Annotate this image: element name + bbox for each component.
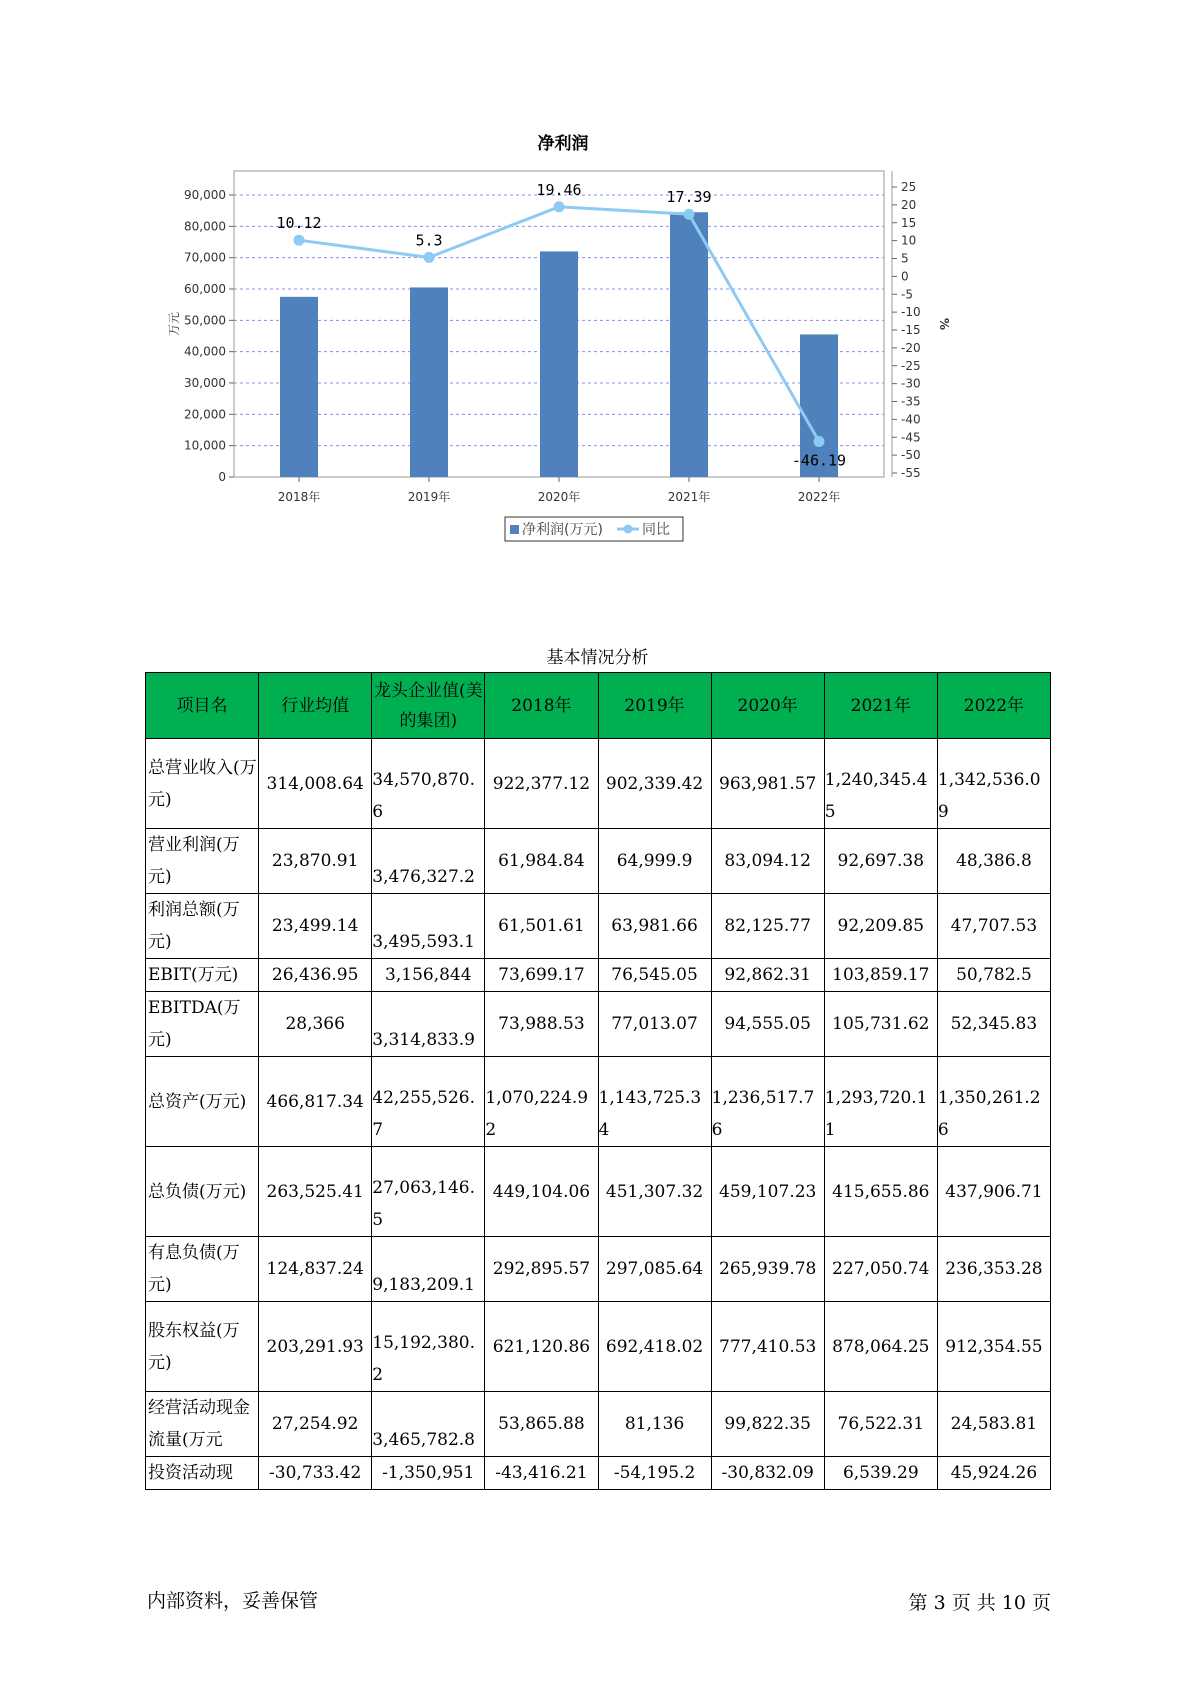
table-cell: 94,555.05 bbox=[711, 992, 824, 1057]
table-cell: 52,345.83 bbox=[937, 992, 1050, 1057]
table-cell: 236,353.28 bbox=[937, 1237, 1050, 1302]
table-cell: 227,050.74 bbox=[824, 1237, 937, 1302]
table-cell: 1,240,345.45 bbox=[824, 739, 937, 829]
table-cell: 3,476,327.2 bbox=[372, 829, 485, 894]
table-cell: 103,859.17 bbox=[824, 959, 937, 992]
yoy-data-label: 19.46 bbox=[536, 180, 582, 199]
table-cell: 1,236,517.76 bbox=[711, 1057, 824, 1147]
table-cell: 3,495,593.1 bbox=[372, 894, 485, 959]
table-row bbox=[146, 1302, 1051, 1392]
table-cell: 912,354.55 bbox=[937, 1302, 1050, 1392]
table-cell: 1,293,720.11 bbox=[824, 1057, 937, 1147]
table-title: 基本情况分析 bbox=[546, 648, 649, 668]
right-tick-label: -15 bbox=[901, 323, 921, 337]
table-cell: 1,350,261.26 bbox=[937, 1057, 1050, 1147]
table-cell: 24,583.81 bbox=[937, 1392, 1050, 1457]
left-tick-label: 80,000 bbox=[184, 219, 226, 234]
table-cell: 34,570,870.6 bbox=[372, 739, 485, 829]
table-cell: 28,366 bbox=[259, 992, 372, 1057]
yoy-point bbox=[424, 252, 435, 263]
table-cell: 92,209.85 bbox=[824, 894, 937, 959]
table-cell: 26,436.95 bbox=[259, 959, 372, 992]
right-tick-label: -45 bbox=[901, 430, 921, 445]
table-cell: 15,192,380.2 bbox=[372, 1302, 485, 1392]
yoy-point bbox=[814, 436, 825, 447]
table-header-row bbox=[146, 673, 1051, 739]
footer-page-number: 第 3 页 共 10 页 bbox=[908, 1592, 1051, 1614]
header-leader-value: 龙头企业值(美的集团) bbox=[372, 673, 485, 739]
left-tick-label: 40,000 bbox=[184, 344, 226, 359]
header-2020: 2020年 bbox=[711, 673, 824, 739]
row-label: 有息负债(万元) bbox=[146, 1237, 259, 1302]
table-cell: 61,501.61 bbox=[485, 894, 598, 959]
legend-line-marker bbox=[624, 525, 633, 534]
row-label: 股东权益(万元) bbox=[146, 1302, 259, 1392]
table-cell: 105,731.62 bbox=[824, 992, 937, 1057]
table-cell: 124,837.24 bbox=[259, 1237, 372, 1302]
table-cell: 621,120.86 bbox=[485, 1302, 598, 1392]
row-label: EBITDA(万元) bbox=[146, 992, 259, 1057]
table-cell: 451,307.32 bbox=[598, 1147, 711, 1237]
table-cell: 27,254.92 bbox=[259, 1392, 372, 1457]
table-row bbox=[146, 894, 1051, 959]
table-cell: 9,183,209.1 bbox=[372, 1237, 485, 1302]
row-label: 利润总额(万元) bbox=[146, 894, 259, 959]
table-row bbox=[146, 1057, 1051, 1147]
table-cell: 297,085.64 bbox=[598, 1237, 711, 1302]
table-row bbox=[146, 1147, 1051, 1237]
header-2018: 2018年 bbox=[485, 673, 598, 739]
table-cell: 76,545.05 bbox=[598, 959, 711, 992]
table-row bbox=[146, 1392, 1051, 1457]
table-cell: 263,525.41 bbox=[259, 1147, 372, 1237]
net-profit-chart bbox=[167, 134, 970, 595]
table-cell: 265,939.78 bbox=[711, 1237, 824, 1302]
table-row bbox=[146, 739, 1051, 829]
table-cell: 415,655.86 bbox=[824, 1147, 937, 1237]
yoy-data-label: 10.12 bbox=[276, 214, 322, 233]
table-cell: 902,339.42 bbox=[598, 739, 711, 829]
bar bbox=[540, 251, 578, 477]
table-cell: 42,255,526.7 bbox=[372, 1057, 485, 1147]
table-cell: 73,699.17 bbox=[485, 959, 598, 992]
table-row bbox=[146, 1237, 1051, 1302]
x-tick-label: 2020年 bbox=[537, 490, 581, 504]
right-axis-label: % bbox=[937, 317, 951, 331]
chart-svg bbox=[167, 134, 970, 595]
table-cell: 1,342,536.09 bbox=[937, 739, 1050, 829]
left-tick-label: 10,000 bbox=[184, 438, 226, 453]
row-label: 营业利润(万元) bbox=[146, 829, 259, 894]
table-cell: 83,094.12 bbox=[711, 829, 824, 894]
x-tick-label: 2018年 bbox=[277, 490, 321, 504]
right-tick-label: -40 bbox=[901, 412, 921, 427]
table-row bbox=[146, 829, 1051, 894]
table-row bbox=[146, 992, 1051, 1057]
table-cell: 1,070,224.92 bbox=[485, 1057, 598, 1147]
right-tick-label: 15 bbox=[901, 215, 917, 230]
table-row bbox=[146, 959, 1051, 992]
table-cell: 1,143,725.34 bbox=[598, 1057, 711, 1147]
right-tick-label: -20 bbox=[901, 340, 921, 355]
yoy-point bbox=[554, 201, 565, 212]
left-tick-label: 90,000 bbox=[184, 188, 226, 202]
table-cell: 292,895.57 bbox=[485, 1237, 598, 1302]
row-label: 总负债(万元) bbox=[146, 1147, 259, 1237]
left-tick-label: 50,000 bbox=[184, 313, 226, 328]
right-tick-label: 5 bbox=[901, 251, 909, 266]
header-2021: 2021年 bbox=[824, 673, 937, 739]
legend-line-label: 同比 bbox=[642, 522, 670, 538]
row-label: 总资产(万元) bbox=[146, 1057, 259, 1147]
table-cell: -30,733.42 bbox=[259, 1457, 372, 1490]
table-cell: 23,499.14 bbox=[259, 894, 372, 959]
table-body bbox=[146, 739, 1051, 1490]
yoy-data-label: 17.39 bbox=[666, 188, 712, 207]
right-tick-label: -25 bbox=[901, 358, 921, 373]
table-cell: 45,924.26 bbox=[937, 1457, 1050, 1490]
right-tick-label: 0 bbox=[901, 269, 909, 284]
header-item-name: 项目名 bbox=[146, 673, 259, 739]
table-cell: 466,817.34 bbox=[259, 1057, 372, 1147]
table-cell: 48,386.8 bbox=[937, 829, 1050, 894]
table-cell: 3,156,844 bbox=[372, 959, 485, 992]
header-2022: 2022年 bbox=[937, 673, 1050, 739]
left-axis-label: 万元 bbox=[167, 311, 181, 337]
table-cell: -1,350,951 bbox=[372, 1457, 485, 1490]
left-tick-label: 30,000 bbox=[184, 376, 226, 390]
chart-title: 净利润 bbox=[537, 134, 589, 154]
table-cell: -30,832.09 bbox=[711, 1457, 824, 1490]
table-cell: 777,410.53 bbox=[711, 1302, 824, 1392]
table-cell: 27,063,146.5 bbox=[372, 1147, 485, 1237]
footer-confidential-note: 内部资料，妥善保管 bbox=[147, 1590, 319, 1612]
row-label: 投资活动现 bbox=[146, 1457, 259, 1490]
table-cell: 23,870.91 bbox=[259, 829, 372, 894]
table-cell: 63,981.66 bbox=[598, 894, 711, 959]
table-cell: -43,416.21 bbox=[485, 1457, 598, 1490]
right-tick-label: -10 bbox=[901, 305, 921, 320]
legend-bar-swatch bbox=[510, 525, 519, 534]
row-label: 总营业收入(万元) bbox=[146, 739, 259, 829]
x-tick-label: 2022年 bbox=[797, 490, 841, 504]
x-tick-label: 2019年 bbox=[407, 490, 451, 504]
right-tick-label: -5 bbox=[901, 287, 913, 302]
yoy-point bbox=[294, 235, 305, 246]
table-cell: 61,984.84 bbox=[485, 829, 598, 894]
table-cell: 81,136 bbox=[598, 1392, 711, 1457]
table-cell: 50,782.5 bbox=[937, 959, 1050, 992]
table-cell: 3,465,782.8 bbox=[372, 1392, 485, 1457]
table-cell: 6,539.29 bbox=[824, 1457, 937, 1490]
left-tick-label: 20,000 bbox=[184, 407, 226, 422]
table-cell: 64,999.9 bbox=[598, 829, 711, 894]
table-cell: 82,125.77 bbox=[711, 894, 824, 959]
basic-analysis-table bbox=[145, 672, 1051, 1490]
table-row bbox=[146, 1457, 1051, 1490]
right-tick-label: -35 bbox=[901, 394, 921, 409]
right-tick-label: 20 bbox=[901, 197, 917, 212]
right-tick-label: -55 bbox=[901, 466, 921, 480]
table-cell: 203,291.93 bbox=[259, 1302, 372, 1392]
table-cell: 459,107.23 bbox=[711, 1147, 824, 1237]
table-cell: 92,862.31 bbox=[711, 959, 824, 992]
right-tick-label: 10 bbox=[901, 233, 917, 248]
left-tick-label: 60,000 bbox=[184, 282, 226, 296]
table-cell: 963,981.57 bbox=[711, 739, 824, 829]
table-cell: 314,008.64 bbox=[259, 739, 372, 829]
x-tick-label: 2021年 bbox=[667, 490, 711, 504]
legend-bar-label: 净利润(万元) bbox=[522, 522, 603, 538]
table-cell: 922,377.12 bbox=[485, 739, 598, 829]
table-cell: 77,013.07 bbox=[598, 992, 711, 1057]
bar bbox=[410, 287, 448, 477]
table-cell: 53,865.88 bbox=[485, 1392, 598, 1457]
yoy-data-label: 5.3 bbox=[415, 231, 443, 250]
yoy-data-label: -46.19 bbox=[791, 451, 847, 470]
row-label: EBIT(万元) bbox=[146, 959, 259, 992]
header-2019: 2019年 bbox=[598, 673, 711, 739]
bar bbox=[280, 297, 318, 477]
table-cell: 92,697.38 bbox=[824, 829, 937, 894]
table-cell: 692,418.02 bbox=[598, 1302, 711, 1392]
left-tick-label: 70,000 bbox=[184, 250, 226, 265]
table-cell: 47,707.53 bbox=[937, 894, 1050, 959]
yoy-point bbox=[684, 209, 695, 220]
table-cell: -54,195.2 bbox=[598, 1457, 711, 1490]
table-cell: 76,522.31 bbox=[824, 1392, 937, 1457]
right-tick-label: -50 bbox=[901, 448, 921, 463]
table-cell: 449,104.06 bbox=[485, 1147, 598, 1237]
row-label: 经营活动现金流量(万元 bbox=[146, 1392, 259, 1457]
table-cell: 437,906.71 bbox=[937, 1147, 1050, 1237]
right-tick-label: -30 bbox=[901, 376, 921, 391]
header-industry-avg: 行业均值 bbox=[259, 673, 372, 739]
table-cell: 73,988.53 bbox=[485, 992, 598, 1057]
table-cell: 878,064.25 bbox=[824, 1302, 937, 1392]
bar bbox=[670, 212, 708, 477]
left-tick-label: 0 bbox=[218, 470, 226, 484]
table-cell: 99,822.35 bbox=[711, 1392, 824, 1457]
right-tick-label: 25 bbox=[901, 180, 917, 194]
table-cell: 3,314,833.9 bbox=[372, 992, 485, 1057]
